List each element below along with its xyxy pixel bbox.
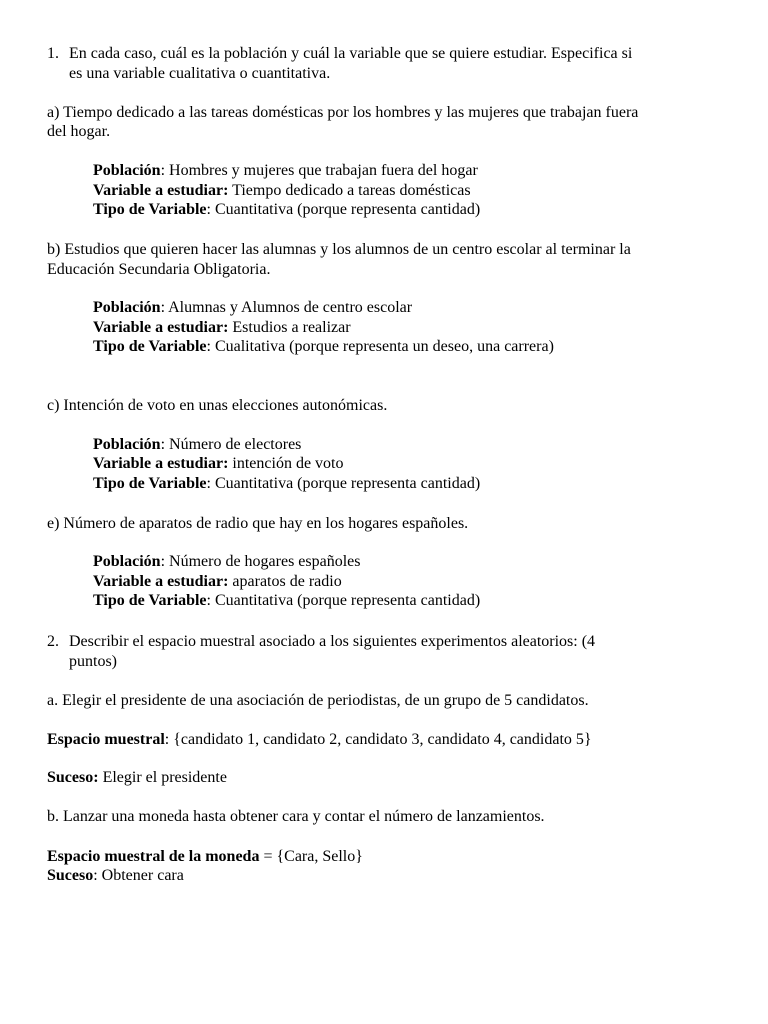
tipo-label: Tipo de Variable <box>93 475 207 492</box>
suceso-label: Suceso: <box>47 769 99 786</box>
item-b-tipo <box>93 337 554 356</box>
question-1-text-line-1: En cada caso, cuál es la población y cuál la variable que se quiere estudiar. Especifica si <box>69 45 633 62</box>
experiment-b-suceso <box>47 866 184 885</box>
experiment-b-espacio-muestral <box>47 847 363 866</box>
item-b-prompt-line-1: b) Estudios que quieren hacer las alumnas y los alumnos de un centro escolar al terminar la <box>47 241 631 258</box>
variable-label: Variable a estudiar: <box>93 573 229 590</box>
poblacion-value: : Número de hogares españoles <box>160 553 361 570</box>
espacio-muestral-value: : {candidato 1, candidato 2, candidato 3, candidato 4, candidato 5} <box>164 731 592 748</box>
suceso-value: : Obtener cara <box>93 867 184 884</box>
poblacion-label: Población <box>93 162 161 179</box>
item-a-variable <box>93 181 471 200</box>
experiment-a-suceso <box>47 768 227 787</box>
item-c-prompt: c) Intención de voto en unas elecciones autonómicas. <box>47 397 388 414</box>
question-2-text-line-1: Describir el espacio muestral asociado a los siguientes experimentos aleatorios: (4 <box>69 633 596 650</box>
espacio-muestral-value: = {Cara, Sello} <box>259 848 363 865</box>
item-e-tipo <box>93 591 480 610</box>
item-a-prompt-line-1: a) Tiempo dedicado a las tareas domésticas por los hombres y las mujeres que trabajan fuera <box>47 104 639 121</box>
suceso-label: Suceso <box>47 867 94 884</box>
variable-label: Variable a estudiar: <box>93 319 229 336</box>
suceso-value: Elegir el presidente <box>98 769 227 786</box>
item-b-poblacion <box>93 298 412 317</box>
item-c-variable <box>93 454 344 473</box>
tipo-value: : Cuantitativa (porque representa cantidad) <box>206 592 481 609</box>
item-c-tipo <box>93 474 480 493</box>
item-a-tipo <box>93 200 480 219</box>
item-b-prompt-line-2: Educación Secundaria Obligatoria. <box>47 261 271 278</box>
tipo-value: : Cualitativa (porque representa un deseo, una carrera) <box>206 338 554 355</box>
variable-value: intención de voto <box>228 455 344 472</box>
poblacion-label: Población <box>93 299 161 316</box>
poblacion-value: : Número de electores <box>160 436 302 453</box>
question-2-text-line-2: puntos) <box>69 653 117 670</box>
tipo-label: Tipo de Variable <box>93 338 207 355</box>
experiment-a-espacio-muestral <box>47 730 592 749</box>
tipo-label: Tipo de Variable <box>93 592 207 609</box>
item-e-poblacion <box>93 552 361 571</box>
item-c-poblacion <box>93 435 301 454</box>
variable-label: Variable a estudiar: <box>93 455 229 472</box>
item-a-prompt-line-2: del hogar. <box>47 123 111 140</box>
experiment-a-prompt: a. Elegir el presidente de una asociación de periodistas, de un grupo de 5 candidatos. <box>47 692 589 709</box>
question-2-number: 2. <box>47 633 59 650</box>
tipo-label: Tipo de Variable <box>93 201 207 218</box>
variable-label: Variable a estudiar: <box>93 182 229 199</box>
poblacion-label: Población <box>93 553 161 570</box>
poblacion-value: : Alumnas y Alumnos de centro escolar <box>160 299 413 316</box>
poblacion-label: Población <box>93 436 161 453</box>
variable-value: Estudios a realizar <box>228 319 351 336</box>
variable-value: aparatos de radio <box>228 573 342 590</box>
variable-value: Tiempo dedicado a tareas domésticas <box>228 182 471 199</box>
experiment-b-prompt: b. Lanzar una moneda hasta obtener cara y contar el número de lanzamientos. <box>47 808 545 825</box>
item-e-variable <box>93 572 342 591</box>
tipo-value: : Cuantitativa (porque representa cantidad) <box>206 475 481 492</box>
tipo-value: : Cuantitativa (porque representa cantidad) <box>206 201 481 218</box>
item-b-variable <box>93 318 351 337</box>
question-1-number: 1. <box>47 45 59 62</box>
item-e-prompt: e) Número de aparatos de radio que hay en los hogares españoles. <box>47 515 469 532</box>
poblacion-value: : Hombres y mujeres que trabajan fuera del hogar <box>160 162 478 179</box>
espacio-muestral-label: Espacio muestral <box>47 731 165 748</box>
item-a-poblacion <box>93 161 478 180</box>
question-1-text-line-2: es una variable cualitativa o cuantitativa. <box>69 65 331 82</box>
espacio-muestral-label: Espacio muestral de la moneda <box>47 848 260 865</box>
